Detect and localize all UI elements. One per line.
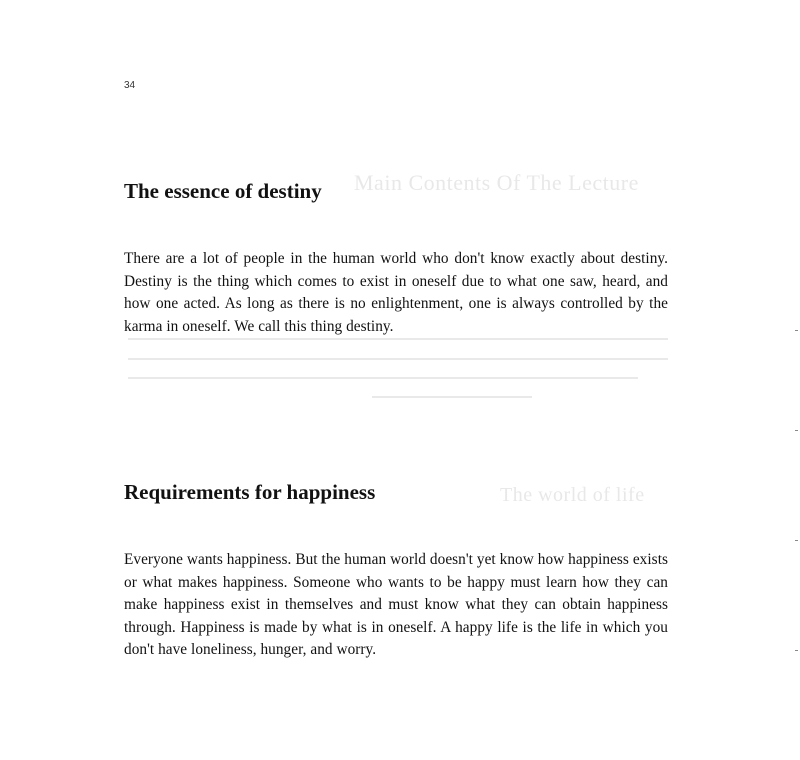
section-paragraph: Everyone wants happiness. But the human world doesn't yet know how happiness exists or what makes happiness. Someone who wants to be happy must learn how they can make happiness exist in themselves and must know what they can obtain happiness through. Happiness is made by what is in oneself. A happy life is the life in which you don't have loneliness, hunger, and worry. [124,551,668,658]
show-through-text: The world of life [500,484,645,506]
page-number: 34 [124,80,136,91]
scan-edge-mark [795,430,798,431]
section-paragraph: There are a lot of people in the human world who don't know exactly about destiny. Destiny is the thing which comes to exist in oneself due to what one saw, heard, and how one acted. As long as there is no enlightenment, one is always controlled by the karma in oneself. We call this thing destiny. [124,250,668,335]
scan-edge-mark [795,540,798,541]
section-heading: Requirements for happiness [124,480,376,504]
show-through-line [372,396,532,398]
section-essence-of-destiny [124,178,668,338]
show-through-line [128,358,668,360]
scan-edge-mark [795,650,798,651]
show-through-line [128,377,638,379]
show-through-text: Main Contents Of The Lecture [354,170,639,195]
section-requirements-for-happiness [124,479,668,662]
scan-edge-mark [795,330,798,331]
section-heading: The essence of destiny [124,179,322,203]
show-through-line [128,338,668,340]
